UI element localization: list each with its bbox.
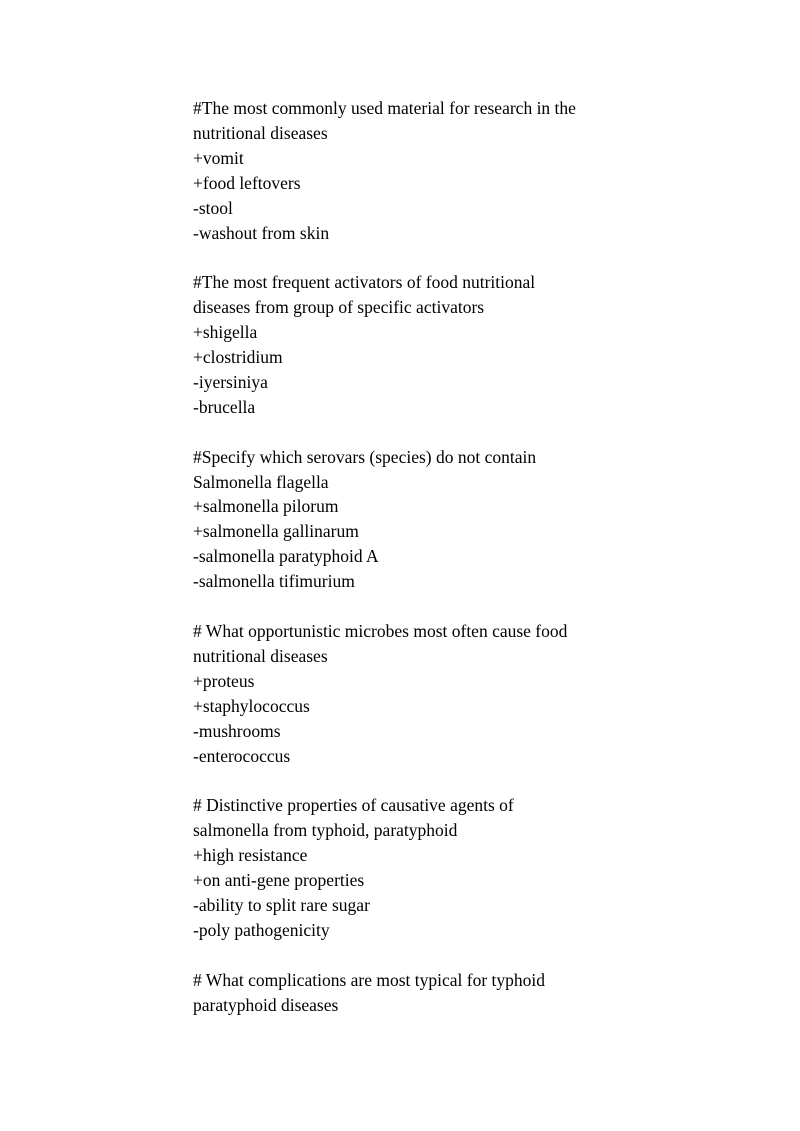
answer-option: +salmonella gallinarum bbox=[193, 521, 359, 542]
question-text: # Distinctive properties of causative agents of bbox=[193, 795, 514, 816]
question-text: paratyphoid diseases bbox=[193, 994, 339, 1015]
question-block bbox=[193, 619, 633, 768]
answer-option: -ability to split rare sugar bbox=[193, 894, 370, 915]
answer-option: +staphylococcus bbox=[193, 695, 310, 716]
answer-option: +high resistance bbox=[193, 845, 308, 866]
answer-option: -poly pathogenicity bbox=[193, 919, 330, 940]
question-block bbox=[193, 968, 633, 1018]
answer-option: -salmonella paratyphoid A bbox=[193, 546, 379, 567]
answer-option: -salmonella tifimurium bbox=[193, 571, 355, 592]
question-text: #Specify which serovars (species) do not contain bbox=[193, 446, 537, 467]
question-block bbox=[193, 96, 633, 245]
question-text: Salmonella flagella bbox=[193, 471, 329, 492]
answer-option: +food leftovers bbox=[193, 172, 301, 193]
question-text: #The most frequent activators of food nutritional bbox=[193, 272, 536, 293]
answer-option: -mushrooms bbox=[193, 720, 281, 741]
answer-option: -washout from skin bbox=[193, 222, 330, 243]
document-page bbox=[193, 96, 633, 1042]
question-text: diseases from group of specific activators bbox=[193, 297, 485, 318]
question-block bbox=[193, 445, 633, 594]
question-text: # What complications are most typical for typhoid bbox=[193, 969, 546, 990]
answer-option: -stool bbox=[193, 197, 233, 218]
question-text: #The most commonly used material for research in the bbox=[193, 98, 576, 118]
question-text: salmonella from typhoid, paratyphoid bbox=[193, 820, 458, 841]
answer-option: +proteus bbox=[193, 670, 255, 691]
answer-option: +vomit bbox=[193, 147, 244, 168]
answer-option: +salmonella pilorum bbox=[193, 496, 339, 517]
question-block bbox=[193, 793, 633, 942]
answer-option: -iyersiniya bbox=[193, 371, 268, 392]
answer-option: -enterococcus bbox=[193, 745, 291, 766]
question-text: nutritional diseases bbox=[193, 645, 328, 666]
answer-option: +clostridium bbox=[193, 347, 283, 368]
answer-option: +shigella bbox=[193, 322, 258, 343]
answer-option: -brucella bbox=[193, 396, 256, 417]
answer-option: +on anti-gene properties bbox=[193, 870, 365, 891]
question-block bbox=[193, 270, 633, 419]
question-text: nutritional diseases bbox=[193, 122, 328, 143]
question-text: # What opportunistic microbes most often cause food bbox=[193, 620, 568, 641]
